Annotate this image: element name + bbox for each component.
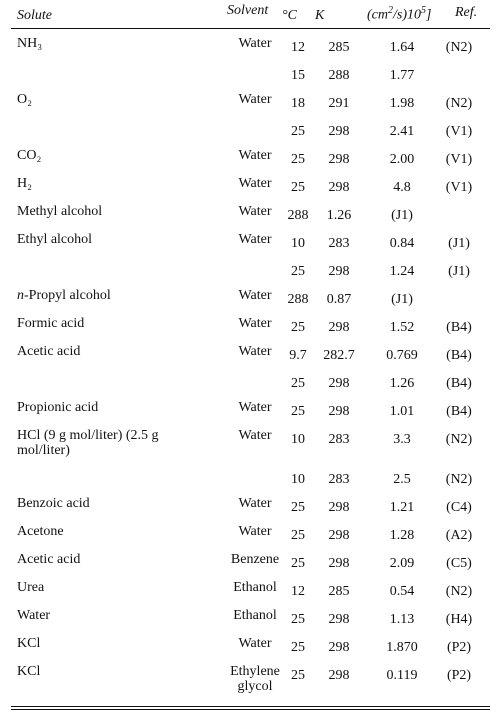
- celsius-cell: 25: [291, 640, 305, 655]
- solvent-cell: Water: [238, 204, 272, 219]
- table-row: [11, 198, 490, 226]
- celsius-cell: 12: [291, 40, 305, 55]
- solvent-cell: Water: [238, 148, 272, 163]
- table-row: [11, 170, 490, 198]
- header-rule: [11, 28, 490, 29]
- bottom-rule: [11, 706, 490, 707]
- header-kelvin: K: [315, 8, 325, 23]
- celsius-cell: 288: [287, 292, 309, 307]
- solvent-cell: Water: [238, 288, 272, 303]
- kelvin-cell: 282.7: [323, 348, 355, 363]
- ref-cell: (N2): [445, 432, 473, 447]
- solvent-cell: Water: [238, 636, 272, 651]
- celsius-cell: 25: [291, 404, 305, 419]
- diffusivity-cell: 1.870: [386, 640, 418, 655]
- ref-cell: (J1): [448, 264, 470, 279]
- kelvin-cell: 298: [328, 180, 350, 195]
- kelvin-cell: 298: [328, 376, 350, 391]
- kelvin-cell: 283: [328, 236, 350, 251]
- table-row: [11, 226, 490, 254]
- ref-cell: (V1): [445, 152, 473, 167]
- kelvin-cell: 298: [328, 612, 350, 627]
- solvent-cell: Water: [238, 428, 272, 443]
- solvent-cell: Ethanol: [233, 608, 277, 623]
- diffusivity-cell: 1.77: [389, 68, 415, 83]
- table-row: [11, 310, 490, 338]
- ref-cell: (N2): [445, 40, 473, 55]
- kelvin-cell: 285: [328, 584, 350, 599]
- solute-cell: O₂: [17, 92, 32, 107]
- kelvin-cell: 298: [328, 320, 350, 335]
- celsius-cell: 25: [291, 556, 305, 571]
- solute-cell: Water: [17, 608, 51, 623]
- table-row: [11, 366, 490, 394]
- table-header: [11, 0, 490, 30]
- table-row: [11, 518, 490, 546]
- ref-cell: (A2): [445, 528, 473, 543]
- ref-cell: (B4): [446, 404, 472, 419]
- diffusivity-cell: 2.5: [393, 472, 411, 487]
- kelvin-cell: 291: [328, 96, 350, 111]
- solute-cell: Urea: [17, 580, 45, 595]
- celsius-cell: 25: [291, 376, 305, 391]
- kelvin-cell: 1.26: [326, 208, 352, 223]
- kelvin-cell: 283: [328, 432, 350, 447]
- solvent-cell: Benzene: [230, 552, 280, 567]
- ref-cell: (H4): [445, 612, 473, 627]
- celsius-cell: 25: [291, 180, 305, 195]
- diffusivity-cell: 4.8: [393, 180, 411, 195]
- table-row: [11, 490, 490, 518]
- celsius-cell: 25: [291, 264, 305, 279]
- ref-cell: (P2): [446, 640, 472, 655]
- celsius-cell: 25: [291, 612, 305, 627]
- table-row: [11, 462, 490, 490]
- solute-cell: H₂: [17, 176, 32, 191]
- solute-cell: KCl: [17, 664, 41, 679]
- diffusivity-cell: 1.24: [389, 264, 415, 279]
- table-row: [11, 422, 490, 462]
- diffusivity-cell: 0.119: [386, 668, 418, 683]
- kelvin-cell: 298: [328, 152, 350, 167]
- solute-cell: Formic acid: [17, 316, 85, 331]
- kelvin-cell: 298: [328, 528, 350, 543]
- diffusivity-cell: 2.09: [389, 556, 415, 571]
- solvent-cell: Water: [238, 176, 272, 191]
- table-row: [11, 574, 490, 602]
- solvent-cell: Ethanol: [233, 580, 277, 595]
- diffusivity-cell: 1.01: [389, 404, 415, 419]
- diffusivity-cell: 1.52: [389, 320, 415, 335]
- table-row: [11, 658, 490, 698]
- celsius-cell: 12: [291, 584, 305, 599]
- solute-cell: Acetic acid: [17, 552, 81, 567]
- solvent-cell: Water: [238, 36, 272, 51]
- table-row: [11, 58, 490, 86]
- table-row: [11, 630, 490, 658]
- solute-cell: NH₃: [17, 36, 43, 51]
- ref-cell: (B4): [446, 320, 472, 335]
- solvent-cell: Water: [238, 232, 272, 247]
- diffusivity-table: [11, 0, 490, 694]
- celsius-cell: 15: [291, 68, 305, 83]
- ref-cell: (P2): [446, 668, 472, 683]
- header-diffusivity: $(cm^2/s)10^5$]: [367, 5, 432, 23]
- diffusivity-cell: 1.28: [389, 528, 415, 543]
- ref-cell: (V1): [445, 180, 473, 195]
- celsius-cell: 25: [291, 320, 305, 335]
- celsius-cell: 25: [291, 668, 305, 683]
- solvent-cell: Ethylene glycol: [230, 664, 280, 694]
- solute-cell: n-Propyl alcohol: [17, 288, 111, 303]
- solvent-cell: Water: [238, 524, 272, 539]
- kelvin-cell: 298: [328, 124, 350, 139]
- header-celsius: °C: [282, 8, 297, 23]
- solvent-cell: Water: [238, 400, 272, 415]
- table-row: [11, 30, 490, 58]
- celsius-cell: 25: [291, 152, 305, 167]
- table-row: [11, 282, 490, 310]
- diffusivity-cell: 0.769: [386, 348, 418, 363]
- ref-cell: (J1): [448, 236, 470, 251]
- ref-cell: (B4): [446, 348, 472, 363]
- solvent-cell: Water: [238, 344, 272, 359]
- solute-cell: Acetone: [17, 524, 64, 539]
- ref-cell: (C4): [446, 500, 472, 515]
- solvent-cell: Water: [238, 92, 272, 107]
- table-row: [11, 254, 490, 282]
- ref-cell: (N2): [445, 96, 473, 111]
- table-row: [11, 142, 490, 170]
- header-ref: Ref.: [455, 5, 478, 20]
- ref-cell: (N2): [445, 584, 473, 599]
- diffusivity-cell: 1.21: [389, 500, 415, 515]
- diffusivity-cell: 1.64: [389, 40, 415, 55]
- solvent-cell: Water: [238, 496, 272, 511]
- solute-cell: Propionic acid: [17, 400, 99, 415]
- kelvin-cell: 285: [328, 40, 350, 55]
- kelvin-cell: 288: [328, 68, 350, 83]
- solute-cell: CO₂: [17, 148, 42, 163]
- diffusivity-cell: 0.84: [389, 236, 415, 251]
- kelvin-cell: 298: [328, 668, 350, 683]
- bottom-rule-double: [11, 709, 490, 710]
- diffusivity-cell: (J1): [391, 208, 413, 223]
- ref-cell: (C5): [446, 556, 472, 571]
- solute-cell: Acetic acid: [17, 344, 81, 359]
- solute-cell: Ethyl alcohol: [17, 232, 93, 247]
- ref-cell: (B4): [446, 376, 472, 391]
- diffusivity-cell: 1.26: [389, 376, 415, 391]
- ref-cell: (N2): [445, 472, 473, 487]
- table-row: [11, 338, 490, 366]
- kelvin-cell: 298: [328, 640, 350, 655]
- diffusivity-cell: (J1): [391, 292, 413, 307]
- diffusivity-cell: 0.54: [389, 584, 415, 599]
- solute-cell: KCl: [17, 636, 41, 651]
- celsius-cell: 25: [291, 528, 305, 543]
- header-solute: Solute: [17, 8, 52, 23]
- ref-cell: (V1): [445, 124, 473, 139]
- celsius-cell: 25: [291, 124, 305, 139]
- celsius-cell: 10: [291, 432, 305, 447]
- solute-cell: HCl (9 g mol/liter) (2.5 g mol/liter): [17, 428, 159, 458]
- celsius-cell: 25: [291, 500, 305, 515]
- solute-cell: Methyl alcohol: [17, 204, 103, 219]
- table-body: [11, 30, 490, 698]
- diffusivity-cell: 2.00: [389, 152, 415, 167]
- celsius-cell: 10: [291, 236, 305, 251]
- diffusivity-cell: 1.13: [389, 612, 415, 627]
- table-row: [11, 86, 490, 114]
- celsius-cell: 9.7: [289, 348, 307, 363]
- table-row: [11, 394, 490, 422]
- kelvin-cell: 298: [328, 264, 350, 279]
- table-row: [11, 602, 490, 630]
- diffusivity-cell: 1.98: [389, 96, 415, 111]
- diffusivity-cell: 3.3: [393, 432, 411, 447]
- solute-cell: Benzoic acid: [17, 496, 90, 511]
- table-row: [11, 114, 490, 142]
- solvent-cell: Water: [238, 316, 272, 331]
- header-solvent: Solvent: [227, 3, 269, 18]
- celsius-cell: 18: [291, 96, 305, 111]
- celsius-cell: 288: [287, 208, 309, 223]
- kelvin-cell: 0.87: [326, 292, 352, 307]
- kelvin-cell: 298: [328, 404, 350, 419]
- celsius-cell: 10: [291, 472, 305, 487]
- kelvin-cell: 283: [328, 472, 350, 487]
- table-row: [11, 546, 490, 574]
- kelvin-cell: 298: [328, 500, 350, 515]
- diffusivity-cell: 2.41: [389, 124, 415, 139]
- kelvin-cell: 298: [328, 556, 350, 571]
